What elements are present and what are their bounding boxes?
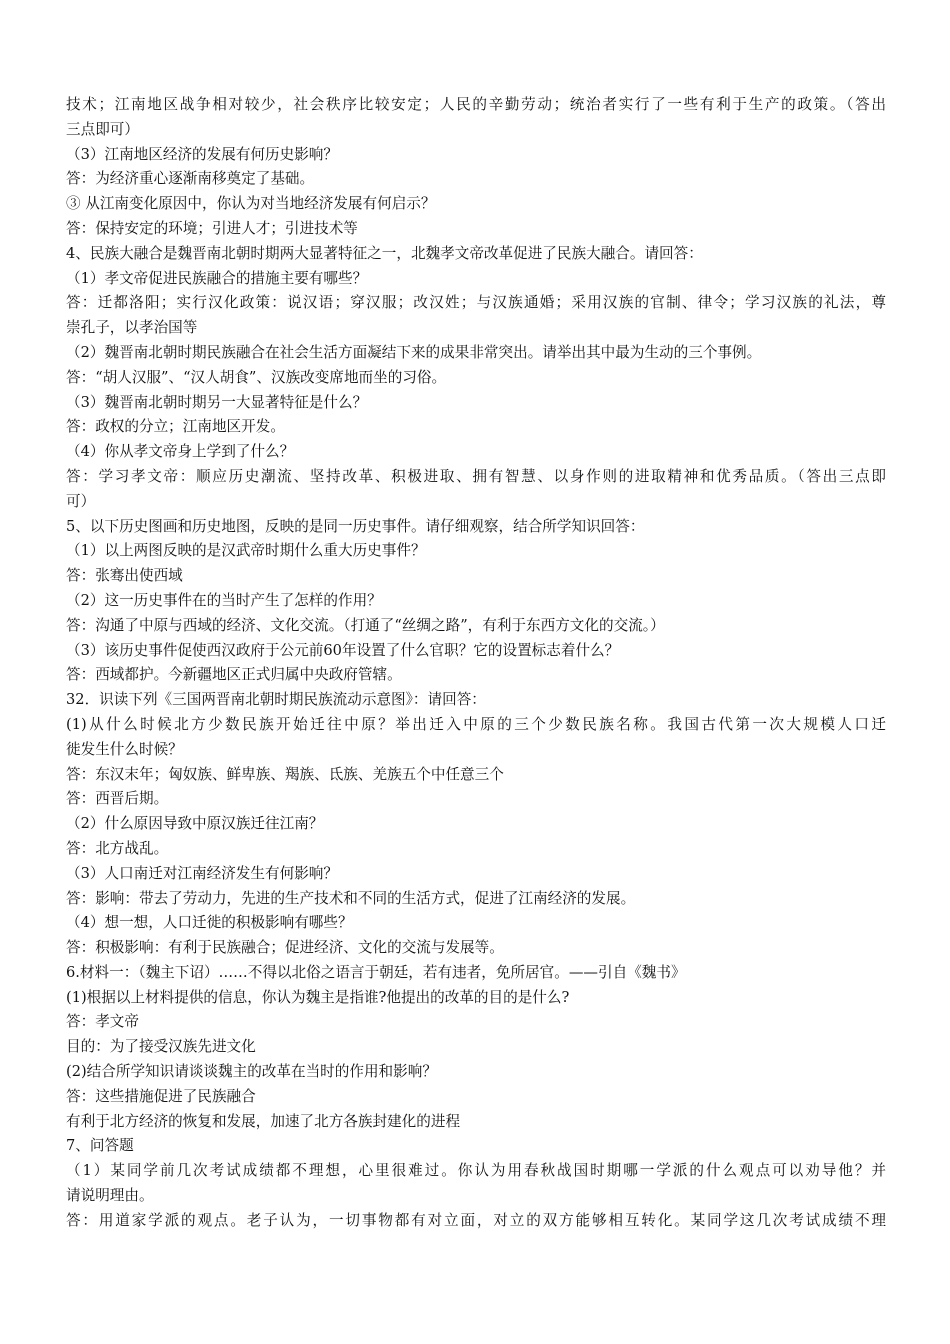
text-line: （3）魏晋南北朝时期另一大显著特征是什么？ — [66, 393, 368, 411]
text-line: 答：政权的分立；江南地区开发。 — [66, 418, 285, 436]
text-line: （3）人口南迁对江南经济发生有何影响？ — [66, 864, 338, 882]
text-line: 徙发生什么时候？ — [66, 740, 183, 758]
text-line: 三点即可） — [66, 120, 139, 138]
text-line: （1）以上两图反映的是汉武帝时期什么重大历史事件？ — [66, 542, 426, 560]
text-line: 32．识读下列《三国两晋南北朝时期民族流动示意图》：请回答： — [66, 691, 486, 709]
text-line: 答：影响：带去了劳动力，先进的生产技术和不同的生活方式，促进了江南经济的发展。 — [66, 889, 636, 907]
text-line: 答：积极影响：有利于民族融合；促进经济、文化的交流与发展等。 — [66, 939, 504, 957]
text-line: 4、民族大融合是魏晋南北朝时期两大显著特征之一，北魏孝文帝改革促进了民族大融合。请回答： — [66, 244, 703, 262]
text-line: 答：东汉末年；匈奴族、鲜卑族、羯族、氐族、羌族五个中任意三个 — [66, 765, 504, 783]
text-line: （2）魏晋南北朝时期民族融合在社会生活方面凝结下来的成果非常突出。请举出其中最为生动的三个事例。 — [66, 343, 762, 361]
text-line: 答：北方战乱。 — [66, 839, 169, 857]
text-line: 答：迁都洛阳；实行汉化政策：说汉语；穿汉服；改汉姓；与汉族通婚；采用汉族的官制、律令；学习汉族的礼法，尊 — [66, 294, 886, 312]
text-line: （3）江南地区经济的发展有何历史影响？ — [66, 145, 338, 163]
text-line: 答：用道家学派的观点。老子认为，一切事物都有对立面，对立的双方能够相互转化。某同学这几次考试成绩不理 — [66, 1211, 886, 1229]
text-line: 可） — [66, 492, 96, 510]
text-line: （4）你从孝文帝身上学到了什么？ — [66, 443, 295, 461]
text-line: （3）该历史事件促使西汉政府于公元前60年设置了什么官职？它的设置标志着什么？ — [66, 641, 620, 659]
text-line: 答：张骞出使西域 — [66, 567, 183, 585]
text-line: 答：保持安定的环境；引进人才；引进技术等 — [66, 219, 358, 237]
text-line: （1）某同学前几次考试成绩都不理想，心里很难过。你认为用春秋战国时期哪一学派的什么观点可以劝导他？并 — [66, 1162, 886, 1180]
text-line: 答：西域都护。今新疆地区正式归属中央政府管辖。 — [66, 666, 402, 684]
text-line: (1)根据以上材料提供的信息，你认为魏主是指谁?他提出的改革的目的是什么? — [66, 988, 570, 1006]
document-body — [66, 93, 886, 1234]
text-line: (1)从什么时候北方少数民族开始迁往中原？举出迁入中原的三个少数民族名称。我国古代第一次大规模人口迁 — [66, 715, 886, 733]
text-line: 技术；江南地区战争相对较少，社会秩序比较安定；人民的辛勤劳动；统治者实行了一些有利于生产的政策。（答出 — [66, 96, 886, 113]
text-line: （4）想一想，人口迁徙的积极影响有哪些？ — [66, 914, 353, 932]
text-line: 5、以下历史图画和历史地图，反映的是同一历史事件。请仔细观察，结合所学知识回答： — [66, 517, 645, 535]
text-line: 7、问答题 — [66, 1137, 134, 1155]
text-line: （2）这一历史事件在的当时产生了怎样的作用？ — [66, 591, 382, 609]
text-line: 崇孔子，以孝治国等 — [66, 319, 198, 337]
text-line: 答：西晋后期。 — [66, 790, 169, 808]
text-line: 答：学习孝文帝：顺应历史潮流、坚持改革、积极进取、拥有智慧、以身作则的进取精神和优秀品质。（答出三点即 — [66, 467, 886, 485]
text-line: 答：为经济重心逐渐南移奠定了基础。 — [66, 170, 315, 188]
text-line: 答：这些措施促进了民族融合 — [66, 1087, 256, 1105]
text-line: 请说明理由。 — [66, 1187, 154, 1205]
text-line: 6.材料一：（魏主下诏）……不得以北俗之语言于朝廷，若有违者，免所居官。——引自《魏书》 — [66, 963, 686, 981]
text-line: ③ 从江南变化原因中，你认为对当地经济发展有何启示？ — [66, 195, 436, 213]
text-line: 目的：为了接受汉族先进文化 — [66, 1038, 256, 1056]
text-line: 有利于北方经济的恢复和发展，加速了北方各族封建化的进程 — [66, 1112, 461, 1130]
text-line: (2)结合所学知识请谈谈魏主的改革在当时的作用和影响？ — [66, 1063, 437, 1081]
text-line: 答：孝文帝 — [66, 1013, 139, 1031]
text-line: 答：“胡人汉服”、“汉人胡食”、汉族改变席地而坐的习俗。 — [66, 368, 447, 386]
text-line: （1）孝文帝促进民族融合的措施主要有哪些？ — [66, 269, 368, 287]
text-line: 答：沟通了中原与西域的经济、文化交流。（打通了“丝绸之路”，有利于东西方文化的交流。） — [66, 616, 665, 634]
text-line: （2）什么原因导致中原汉族迁往江南？ — [66, 815, 324, 833]
